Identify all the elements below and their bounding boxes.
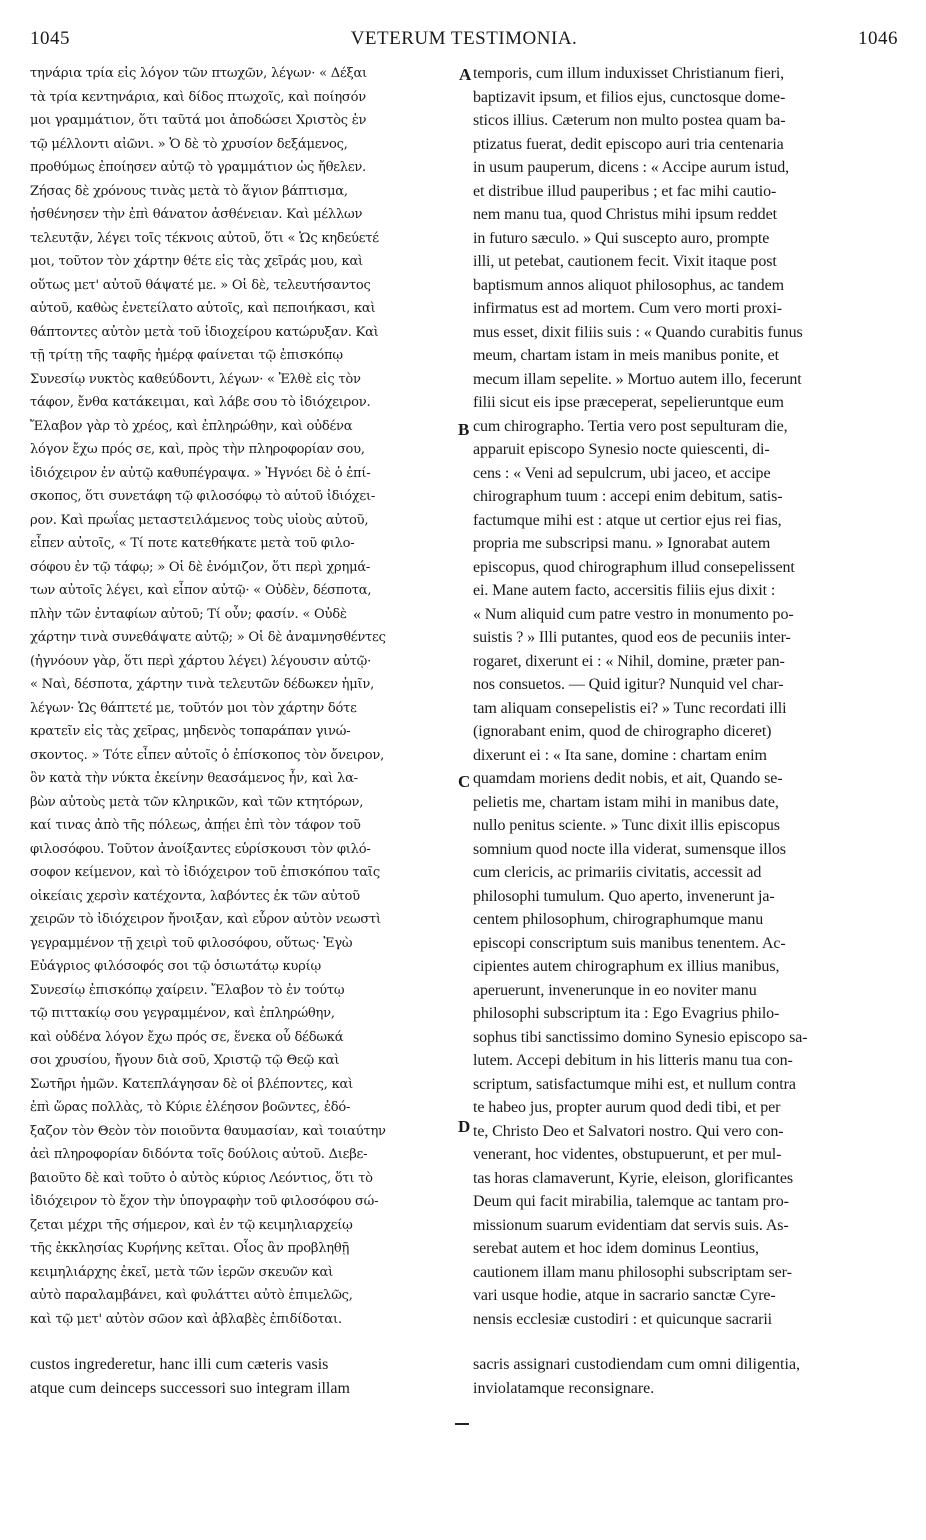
greek-text-line: Συνεσίῳ νυκτὸς καθεύδοντι, λέγων· « Ἐλθὲ εἰς τὸν — [30, 371, 361, 387]
bottom-latin-right — [473, 1353, 901, 1400]
latin-text-line: mus esset, dixit filiis suis : « Quando curabitis funus — [473, 323, 803, 341]
latin-text-line: meum, chartam istam in meis manibus ponite, et — [473, 347, 780, 364]
greek-text-line: σκοντος. » Τότε εἶπεν αὐτοῖς ὁ ἐπίσκοπος τὸν ὄνειρον, — [30, 747, 384, 763]
latin-text-line: sticos illius. Cæterum non multo postea quam ba- — [473, 112, 786, 129]
latin-text-line: aperuerunt, invenerunque in eo noviter manu — [473, 981, 757, 999]
greek-text-line: ἰδιόχειρον τὸ ἔχον τὴν ὑπογραφὴν τοῦ φιλοσόφου σώ- — [30, 1194, 379, 1209]
greek-text-line: Σωτῆρι ἡμῶν. Κατεπλάγησαν δὲ οἱ βλέποντες, καὶ — [30, 1076, 353, 1092]
latin-text-line: serebat autem et hoc idem dominus Leontius, — [473, 1240, 759, 1257]
latin-text-line: custos ingrederetur, hanc illi cum cæteris vasis — [30, 1356, 329, 1373]
latin-text-line: nem manu tua, quod Christus mihi ipsum reddet — [473, 206, 777, 223]
greek-text-line: σοφον κείμενον, καὶ τὸ ἰδιόχειρον τοῦ ἐπισκόπου ταῖς — [30, 865, 380, 880]
latin-text-line: nensis ecclesiæ custodiri : et quicunque sacrarii — [473, 1310, 773, 1328]
greek-text-line: προθύμως ἐποίησεν αὐτῷ τὸ γραμμάτιον ὡς ἤθελεν. — [30, 160, 366, 175]
latin-text-line: pelietis me, chartam istam mihi in manibus date, — [473, 793, 779, 811]
latin-text-line: nos consuetos. — Quid igitur? Nunquid vel char- — [473, 676, 784, 693]
greek-text-line: βὼν αὐτοὺς μετὰ τῶν κληρικῶν, καὶ τῶν κτητόρων, — [30, 794, 364, 810]
greek-text-line: χειρῶν τὸ ἰδιόχειρον ἤνοιξαν, καὶ εὗρον αὐτὸν νεωστὶ — [30, 912, 381, 927]
latin-text-line: cautionem illam manu philosophi subscriptam ser- — [473, 1263, 792, 1281]
greek-text-line: καί τινας ἀπὸ τῆς πόλεως, ἀπῄει ἐπὶ τὸν τάφον τοῦ — [30, 818, 361, 833]
section-marker-d: D — [458, 1117, 471, 1136]
running-header — [30, 28, 898, 56]
latin-text-line: baptizavit ipsum, et filios ejus, cunctosque dome- — [473, 88, 786, 106]
latin-text-line: te habeo jus, propter aurum quod dedi tibi, et per — [473, 1099, 781, 1116]
greek-text-line: τῆς ἐκκλησίας Κυρήνης κεῖται. Οἷος ἂν προβληθῇ — [30, 1241, 350, 1256]
greek-text-line: βαιοῦτο δὲ καὶ τοῦτο ὁ αὐτὸς κύριος Λεόντιος, ὅτι τὸ — [30, 1170, 373, 1186]
greek-text-line: ρον. Καὶ πρωΐας μεταστειλάμενος τοὺς υἱοὺς αὐτοῦ, — [30, 512, 369, 528]
greek-text-line: μοι, τοῦτον τὸν χάρτην θέτε εἰς τὰς χεῖράς μου, καὶ — [30, 254, 363, 269]
latin-column — [473, 62, 901, 1331]
section-marker-c: C — [458, 772, 471, 791]
greek-text-line: κρατεῖν εἰς τὰς χεῖρας, μηδενὸς τοπαράπαν γινώ- — [30, 724, 351, 739]
latin-text-line: cipientes autem chirographum ex illius manibus, — [473, 958, 780, 975]
latin-text-line: episcopus, quod chirographum illud consepelissent — [473, 558, 795, 576]
latin-text-line: somnium quod nocte illa viderat, sumensque illos — [473, 840, 786, 858]
greek-text-line: καὶ οὐδένα λόγον ἔχω πρός σε, ἕνεκα οὗ δέδωκά — [30, 1029, 344, 1045]
greek-text-line: ἰδιόχειρον ἐν αὐτῷ καθυπέγραψα. » Ἠγνόει δὲ ὁ ἐπί- — [30, 465, 371, 481]
greek-text-line: γεγραμμένον τῇ χειρὶ τοῦ φιλοσόφου, οὕτως· Ἐγὼ — [30, 935, 353, 951]
latin-text-line: in usum pauperum, dicens : « Accipe aurum istud, — [473, 159, 790, 176]
greek-text-line: Ἔλαβον γὰρ τὸ χρέος, καὶ ἐπληρώθην, καὶ οὐδένα — [30, 418, 353, 434]
latin-text-line: temporis, cum illum induxisset Christianum fieri, — [473, 65, 785, 82]
greek-text-line: τελευτᾷν, λέγει τοῖς τέκνοις αὐτοῦ, ὅτι « Ὡς κηδεύετέ — [30, 230, 379, 246]
latin-text-line: scriptum, satisfactumque mihi est, et nullum contra — [473, 1075, 796, 1093]
greek-text-line: « Ναὶ, δέσποτα, χάρτην τινὰ τελευτῶν δέδωκεν ἡμῖν, — [30, 677, 374, 692]
section-marker-b: B — [458, 420, 470, 439]
latin-text-line: cum clericis, ac primariis civitatis, accessit ad — [473, 864, 762, 881]
latin-text-line: vari usque hodie, atque in sacrario sanctæ Cyre- — [473, 1287, 776, 1304]
latin-text-line: propria me subscripsi manu. » Ignorabat autem — [473, 535, 771, 552]
greek-column — [30, 62, 456, 1331]
latin-text-line: episcopi conscriptum suis manibus tenentem. Ac- — [473, 934, 786, 952]
greek-text-line: τηνάρια τρία εἰς λόγον τῶν πτωχῶν, λέγων· « Δέξαι — [30, 66, 367, 81]
greek-text-line: τῷ πιττακίῳ σου γεγραμμένον, καὶ ἐπληρώθην, — [30, 1006, 335, 1021]
latin-text-line: baptismum annos aliquot philosophus, ac tandem — [473, 276, 784, 294]
greek-text-line: καὶ τῷ μετ' αὐτὸν σῶον καὶ ἀβλαβὲς ἐπιδίδοται. — [30, 1311, 342, 1327]
page-number-right: 1046 — [858, 28, 898, 49]
latin-text-line: tam aliquam consepelistis ei? » Tunc recordati illi — [473, 699, 787, 717]
latin-text-line: venerant, hoc videntes, obstupuerunt, et per mul- — [473, 1146, 782, 1163]
latin-text-line: sophus tibi sanctissimo domino Synesio episcopo sa- — [473, 1028, 808, 1046]
greek-text-line: Ζήσας δὲ χρόνους τινὰς μετὰ τὸ ἅγιον βάπτισμα, — [30, 183, 348, 199]
greek-text-line: Εὐάγριος φιλόσοφός σοι τῷ ὁσιωτάτῳ κυρίῳ — [30, 959, 321, 974]
latin-text-line: Deum qui facit mirabilia, talemque ac tantam pro- — [473, 1193, 789, 1210]
latin-text-line: rogaret, dixerunt ei : « Nihil, domine, præter pan- — [473, 652, 785, 670]
latin-text-line: mecum illam sepelite. » Mortuo autem illo, fecerunt — [473, 370, 802, 388]
latin-text-line: dixerunt ei : « Ita sane, domine : chartam enim — [473, 746, 767, 764]
latin-text-line: et distribue illud pauperibus ; et fac mihi cautio- — [473, 182, 777, 200]
greek-text-line: των αὐτοῖς λέγει, καὶ εἶπον αὐτῷ· « Οὐδὲν, δέσποτα, — [30, 583, 372, 598]
greek-text-line: τῇ τρίτῃ τῆς ταφῆς ἡμέρᾳ φαίνεται τῷ ἐπισκόπῳ — [30, 348, 343, 363]
latin-text-line: apparuit episcopo Synesio nocte quiescenti, di- — [473, 441, 770, 458]
greek-text-line: σοι χρυσίου, ἤγουν διὰ σοῦ, Χριστῷ τῷ Θεῷ καὶ — [30, 1053, 340, 1068]
greek-text-line: θάπτοντες αὐτὸν μετὰ τοῦ ἰδιοχείρου κατώρυξαν. Καὶ — [30, 324, 379, 340]
greek-text-line: λέγων· Ὡς θάπτετέ με, τοῦτόν μοι τὸν χάρτην δότε — [30, 700, 357, 716]
latin-text-line: infirmatus est ad mortem. Cum vero morti proxi- — [473, 300, 783, 317]
latin-text-line: philosophi subscriptum ita : Ego Evagrius philo- — [473, 1005, 780, 1022]
greek-text-line: τάφον, ἔνθα κατάκειμαι, καὶ λάβε σου τὸ ἰδιόχειρον. — [30, 395, 371, 410]
greek-text-line: ἀεὶ πληροφορίαν διδόντα τοῖς δούλοις αὐτοῦ. Διεβε- — [30, 1147, 368, 1162]
latin-text-line: factumque mihi est : atque ut certior ejus rei fias, — [473, 511, 782, 529]
end-rule — [455, 1423, 469, 1425]
greek-text-line: Συνεσίῳ ἐπισκόπῳ χαίρειν. Ἔλαβον τὸ ἐν τούτῳ — [30, 982, 345, 998]
latin-text-line: te, Christo Deo et Salvatori nostro. Qui vero con- — [473, 1122, 784, 1140]
greek-text-line: λόγον ἔχω πρός σε, καὶ, πρὸς τὴν πληροφορίαν σου, — [30, 442, 365, 457]
running-title: VETERUM TESTIMONIA. — [350, 28, 578, 49]
latin-text-line: ptizatus fuerat, dedit episcopo auri tria centenaria — [473, 135, 784, 153]
greek-text-line: ζεται μέχρι τῆς σήμερον, καὶ ἐν τῷ κειμηλιαρχείῳ — [30, 1217, 353, 1233]
latin-text-line: filii sicut eis ipse præceperat, sepelieruntque eum — [473, 394, 784, 411]
latin-text-line: cens : « Veni ad sepulcrum, ubi jaceo, et accipe — [473, 464, 771, 482]
greek-text-line: χάρτην τινὰ συνεθάψατε αὐτῷ; » Οἱ δὲ ἀναμνησθέντες — [30, 630, 386, 645]
greek-text-line: αὐτοῦ, καθὼς ἐνετείλατο αὐτοῖς, καὶ πεποιήκασι, καὶ — [30, 301, 376, 316]
latin-text-line: philosophi tumulum. Quo aperto, invenerunt ja- — [473, 887, 775, 905]
greek-text-line: ὃν κατὰ τὴν νύκτα ἐκείνην θεασάμενος ἦν, καὶ λα- — [30, 771, 358, 786]
latin-text-line: nullo penitus sciente. » Tunc dixit illis episcopus — [473, 817, 780, 834]
latin-text-line: tas horas clamaverunt, Kyrie, eleison, glorificantes — [473, 1169, 794, 1187]
greek-text-line: μοι γραμμάτιον, ὅτι ταῦτά μοι ἀποδώσει Χριστὸς ἐν — [30, 113, 367, 128]
latin-text-line: « Num aliquid cum patre vestro in monumento po- — [473, 605, 794, 623]
latin-text-line: chirographum tuum : accepi enim debitum, satis- — [473, 488, 783, 505]
latin-text-line: in futuro sæculo. » Qui suscepto auro, prompte — [473, 229, 770, 247]
greek-text-line: οἰκείαις χερσὶν κατέχοντα, λαβόντες ἐκ τῶν αὐτοῦ — [30, 888, 360, 904]
greek-text-line: τὰ τρία κεντηνάρια, καὶ δίδος πτωχοῖς, καὶ ποίησόν — [30, 89, 366, 105]
greek-text-line: κειμηλιάρχης ἐκεῖ, μετὰ τῶν ἱερῶν σκευῶν καὶ — [30, 1264, 333, 1280]
latin-text-line: ei. Mane autem facto, accersitis filiis ejus dixit : — [473, 582, 776, 599]
greek-text-line: πλὴν τῶν ἐνταφίων αὐτοῦ; Τί οὖν; φασίν. « Οὐδὲ — [30, 606, 347, 622]
latin-text-line: lutem. Accepi debitum in his litteris manu tua con- — [473, 1052, 793, 1069]
greek-text-line: οὕτως μετ' αὐτοῦ θάψατέ με. » Οἱ δὲ, τελευτήσαντος — [30, 277, 371, 293]
greek-text-line: φιλοσόφου. Τοῦτον ἀνοίξαντες εὑρίσκουσι τὸν φιλό- — [30, 841, 371, 857]
greek-text-line: σκοπος, ὅτι συνετάφη τῷ φιλοσόφῳ τὸ αὐτοῦ ἰδιόχει- — [30, 489, 376, 504]
greek-text-line: (ἠγνόουν γὰρ, ὅτι περὶ χάρτου λέγει) λέγουσιν αὐτῷ· — [30, 653, 371, 669]
greek-text-line: σόφου ἐν τῷ τάφῳ; » Οἱ δὲ ἐνόμιζον, ὅτι περὶ χρημά- — [30, 559, 371, 575]
greek-text-line: τῷ μέλλοντι αἰῶνι. » Ὁ δὲ τὸ χρυσίον δεξάμενος, — [30, 136, 348, 152]
latin-text-line: quamdam moriens dedit nobis, et ait, Quando se- — [473, 770, 783, 787]
latin-text-line: (ignorabant enim, quod de chirographo diceret) — [473, 723, 772, 740]
greek-text-line: ἐπὶ ὥρας πολλὰς, τὸ Κύριε ἐλέησον βοῶντες, ἐδό- — [30, 1100, 351, 1115]
section-marker-a: A — [459, 65, 472, 84]
page-number-left: 1045 — [30, 28, 70, 49]
latin-text-line: inviolatamque reconsignare. — [473, 1379, 655, 1397]
latin-text-line: illi, ut petebat, cautionem fecit. Vixit itaque post — [473, 253, 777, 270]
greek-text-line: αὐτὸ παραλαμβάνει, καὶ φυλάττει αὐτὸ ἐπιμελῶς, — [30, 1288, 353, 1303]
latin-text-line: centem philosophum, chirographumque manu — [473, 911, 764, 928]
latin-text-line: cum chirographo. Tertia vero post sepulturam die, — [473, 417, 788, 435]
latin-text-line: atque cum deinceps successori suo integram illam — [30, 1379, 350, 1397]
greek-text-line: ξαζον τὸν Θεὸν τὸν ποιοῦντα θαυμασίαν, καὶ τοιαύτην — [30, 1123, 386, 1139]
latin-text-line: sacris assignari custodiendam cum omni diligentia, — [473, 1356, 801, 1373]
latin-text-line: suistis ? » Illi putantes, quod eos de pecuniis inter- — [473, 629, 791, 646]
latin-text-line: missionum suarum evidentiam dat servis suis. As- — [473, 1216, 789, 1234]
greek-text-line: εἶπεν αὐτοῖς, « Τί ποτε κατεθήκατε μετὰ τοῦ φιλο- — [30, 536, 355, 551]
bottom-latin-left — [30, 1353, 456, 1400]
greek-text-line: ἠσθένησεν τὴν ἐπὶ θάνατον ἀσθένειαν. Καὶ μέλλων — [30, 207, 363, 222]
